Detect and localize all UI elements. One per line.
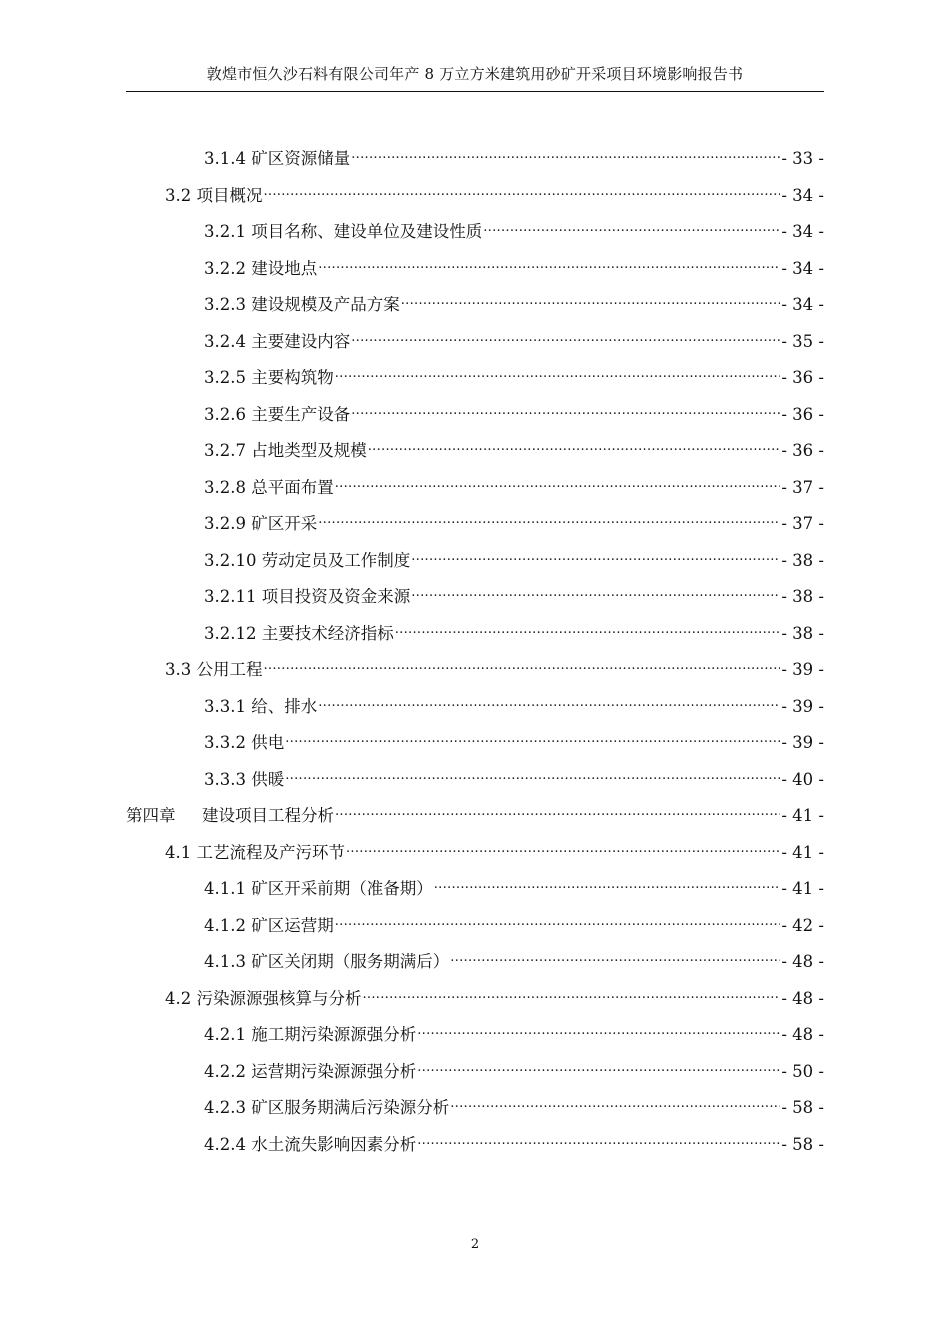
dot-leader <box>318 250 780 274</box>
toc-page-number: - 36 - <box>781 441 824 460</box>
dot-leader <box>335 359 781 383</box>
toc-entry[interactable] <box>204 213 824 241</box>
dot-leader <box>363 980 781 1004</box>
toc-entry-title: 4.1.2 矿区运营期 <box>204 916 334 935</box>
toc-entry-title: 4.1.1 矿区开采前期（准备期） <box>204 879 433 898</box>
toc-page-number: - 34 - <box>781 295 824 314</box>
toc-entry[interactable] <box>204 432 824 460</box>
toc-entry-chapter[interactable] <box>126 797 824 825</box>
toc-entry[interactable] <box>204 140 824 168</box>
toc-entry-title: 3.3 公用工程 <box>165 660 263 679</box>
toc-entry[interactable] <box>204 724 824 752</box>
toc-entry-title: 4.2.4 水土流失影响因素分析 <box>204 1135 417 1154</box>
dot-leader <box>318 688 780 712</box>
toc-page-number: - 38 - <box>781 587 824 606</box>
toc-entry-title: 3.2.1 项目名称、建设单位及建设性质 <box>204 222 483 241</box>
dot-leader <box>335 797 780 821</box>
toc-page-number: - 42 - <box>781 916 824 935</box>
toc-entry[interactable] <box>204 761 824 789</box>
toc-page-number: - 48 - <box>781 952 824 971</box>
dot-leader <box>346 834 780 858</box>
toc-entry-title: 3.2.8 总平面布置 <box>204 478 334 497</box>
toc-page-number: - 41 - <box>781 806 824 825</box>
toc-page-number: - 38 - <box>781 624 824 643</box>
dot-leader <box>351 396 780 420</box>
dot-leader <box>335 469 781 493</box>
dot-leader <box>411 578 780 602</box>
toc-entry[interactable] <box>204 359 824 387</box>
toc-page-number: - 41 - <box>781 843 824 862</box>
toc-entry-title: 3.3.2 供电 <box>204 733 285 752</box>
toc-entry-title: 4.1 工艺流程及产污环节 <box>165 843 345 862</box>
toc-entry-title: 建设项目工程分析 <box>202 806 334 825</box>
toc-page-number: - 48 - <box>781 1025 824 1044</box>
toc-page-number: - 38 - <box>781 551 824 570</box>
dot-leader <box>395 615 781 639</box>
toc-entry[interactable] <box>165 651 824 679</box>
dot-leader <box>335 907 781 931</box>
page-number: 2 <box>470 1237 480 1252</box>
dot-leader <box>450 943 780 967</box>
toc-page-number: - 39 - <box>781 733 824 752</box>
dot-leader <box>285 724 780 748</box>
toc-entry[interactable] <box>204 870 824 898</box>
toc-entry-title: 4.2 污染源源强核算与分析 <box>165 989 362 1008</box>
toc-entry[interactable] <box>204 542 824 570</box>
toc-entry[interactable] <box>204 943 824 971</box>
toc-page-number: - 41 - <box>781 879 824 898</box>
toc-page-number: - 34 - <box>781 186 824 205</box>
toc-entry[interactable] <box>204 323 824 351</box>
toc-entry-title: 3.2.5 主要构筑物 <box>204 368 334 387</box>
toc-page-number: - 33 - <box>781 149 824 168</box>
toc-page-number: - 34 - <box>781 222 824 241</box>
dot-leader <box>434 870 781 894</box>
toc-entry[interactable] <box>204 469 824 497</box>
toc-entry[interactable] <box>204 907 824 935</box>
toc-page-number: - 58 - <box>781 1135 824 1154</box>
toc-entry-title: 4.1.3 矿区关闭期（服务期满后） <box>204 952 450 971</box>
header-rule <box>126 91 824 92</box>
toc-entry[interactable] <box>204 1016 824 1044</box>
dot-leader <box>417 1126 780 1150</box>
toc-entry[interactable] <box>204 615 824 643</box>
toc-entry-title: 3.2.3 建设规模及产品方案 <box>204 295 400 314</box>
toc-page-number: - 34 - <box>781 259 824 278</box>
dot-leader <box>351 140 780 164</box>
dot-leader <box>264 651 781 675</box>
toc-entry[interactable] <box>204 1053 824 1081</box>
toc-entry[interactable] <box>204 250 824 278</box>
toc-entry-title: 3.2.11 项目投资及资金来源 <box>204 587 411 606</box>
dot-leader <box>417 1053 780 1077</box>
dot-leader <box>318 505 780 529</box>
dot-leader <box>285 761 780 785</box>
toc-page-number: - 58 - <box>781 1098 824 1117</box>
dot-leader <box>401 286 781 310</box>
dot-leader <box>411 542 780 566</box>
toc-entry-title: 4.2.2 运营期污染源源强分析 <box>204 1062 417 1081</box>
toc-entry-title: 3.2.4 主要建设内容 <box>204 332 351 351</box>
dot-leader <box>264 177 781 201</box>
toc-entry[interactable] <box>165 177 824 205</box>
toc-chapter-label: 第四章 <box>126 806 176 825</box>
toc-page-number: - 50 - <box>781 1062 824 1081</box>
toc-page-number: - 40 - <box>781 770 824 789</box>
toc-entry-title: 3.2.9 矿区开采 <box>204 514 318 533</box>
toc-page-number: - 37 - <box>781 478 824 497</box>
toc-entry-title: 3.2.10 劳动定员及工作制度 <box>204 551 411 570</box>
toc-entry-title: 4.2.3 矿区服务期满后污染源分析 <box>204 1098 450 1117</box>
toc-entry[interactable] <box>204 688 824 716</box>
toc-page-number: - 48 - <box>781 989 824 1008</box>
toc-entry-title: 3.3.1 给、排水 <box>204 697 318 716</box>
toc-entry[interactable] <box>204 505 824 533</box>
toc-entry[interactable] <box>204 578 824 606</box>
toc-page-number: - 39 - <box>781 660 824 679</box>
toc-entry-title: 3.3.3 供暖 <box>204 770 285 789</box>
toc-entry[interactable] <box>204 396 824 424</box>
toc-entry-title: 3.2.6 主要生产设备 <box>204 405 351 424</box>
dot-leader <box>450 1089 780 1113</box>
toc-page-number: - 37 - <box>781 514 824 533</box>
page-header: 敦煌市恒久沙石料有限公司年产 8 万立方米建筑用砂矿开采项目环境影响报告书 <box>206 65 744 83</box>
toc-page-number: - 36 - <box>781 405 824 424</box>
toc-entry[interactable] <box>204 1126 824 1154</box>
toc-entry[interactable] <box>204 1089 824 1117</box>
toc-entry-title: 4.2.1 施工期污染源源强分析 <box>204 1025 417 1044</box>
dot-leader <box>351 323 780 347</box>
toc-entry-title: 3.1.4 矿区资源储量 <box>204 149 351 168</box>
toc-page-number: - 35 - <box>781 332 824 351</box>
toc-entry[interactable] <box>165 834 824 862</box>
toc-entry-title: 3.2.12 主要技术经济指标 <box>204 624 394 643</box>
toc-entry[interactable] <box>165 980 824 1008</box>
toc-chapter-heading <box>126 804 334 828</box>
toc-page-number: - 39 - <box>781 697 824 716</box>
toc-page-number: - 36 - <box>781 368 824 387</box>
dot-leader <box>417 1016 780 1040</box>
toc-entry-title: 3.2.2 建设地点 <box>204 259 318 278</box>
toc-entry[interactable] <box>204 286 824 314</box>
dot-leader <box>368 432 781 456</box>
dot-leader <box>483 213 780 237</box>
toc-entry-title: 3.2.7 占地类型及规模 <box>204 441 367 460</box>
toc-entry-title: 3.2 项目概况 <box>165 186 263 205</box>
